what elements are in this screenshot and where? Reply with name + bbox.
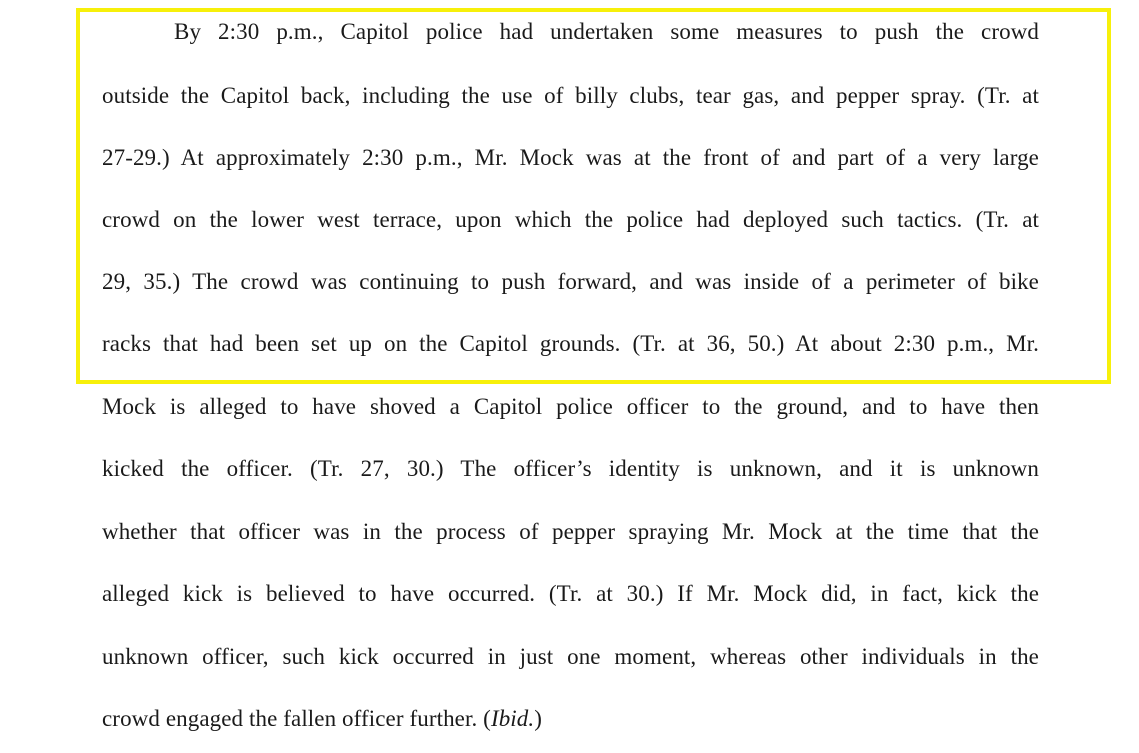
paragraph-line: crowd on the lower west terrace, upon which the police had deployed such tactics. (Tr. at <box>102 207 1039 232</box>
highlight-annotation-box <box>76 8 1111 384</box>
last-line-text: crowd engaged the fallen officer further. ( <box>102 706 491 731</box>
paragraph-line: 27-29.) At approximately 2:30 p.m., Mr. Mock was at the front of and part of a very large <box>102 145 1039 170</box>
paragraph-line: outside the Capitol back, including the use of billy clubs, tear gas, and pepper spray. (Tr. at <box>102 83 1039 108</box>
paragraph-last-line <box>102 705 542 733</box>
paragraph-line: kicked the officer. (Tr. 27, 30.) The officer’s identity is unknown, and it is unknown <box>102 456 1039 481</box>
last-line-close-paren: ) <box>534 706 543 731</box>
paragraph-line: 29, 35.) The crowd was continuing to push forward, and was inside of a perimeter of bike <box>102 269 1039 294</box>
paragraph-line: alleged kick is believed to have occurred. (Tr. at 30.) If Mr. Mock did, in fact, kick the <box>102 581 1039 606</box>
paragraph-line: unknown officer, such kick occurred in just one moment, whereas other individuals in the <box>102 644 1039 669</box>
paragraph-line: racks that had been set up on the Capitol grounds. (Tr. at 36, 50.) At about 2:30 p.m., Mr. <box>102 331 1039 356</box>
paragraph-line: By 2:30 p.m., Capitol police had undertaken some measures to push the crowd <box>174 19 1039 44</box>
ibid-citation: Ibid. <box>490 706 535 731</box>
paragraph-line: Mock is alleged to have shoved a Capitol police officer to the ground, and to have then <box>102 394 1039 419</box>
paragraph-line: whether that officer was in the process of pepper spraying Mr. Mock at the time that the <box>102 519 1039 544</box>
